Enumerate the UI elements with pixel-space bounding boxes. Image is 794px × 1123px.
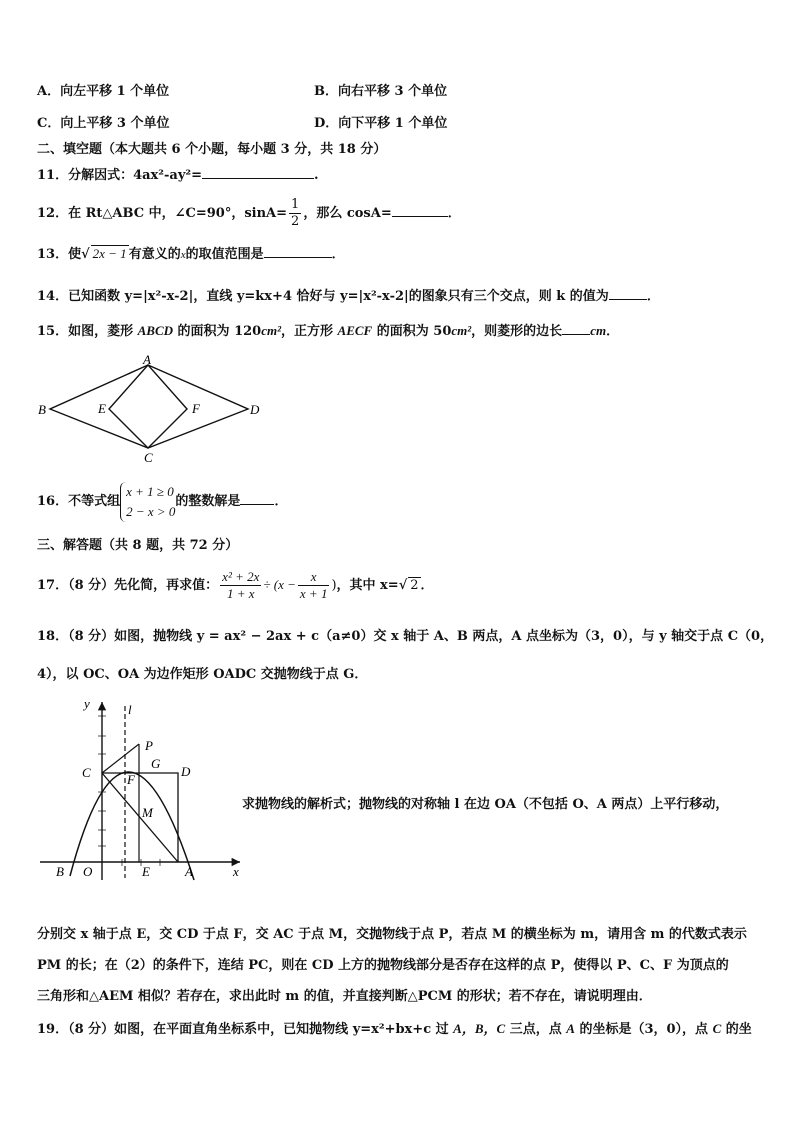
q17-f2-denominator: x + 1	[299, 586, 328, 601]
q14-blank	[609, 287, 647, 300]
q19-points: A，B，C	[453, 1021, 506, 1036]
q12-numerator: 1	[291, 197, 300, 212]
q16-pre: 16．不等式组	[37, 494, 121, 509]
q17-radicand: 2	[410, 578, 419, 593]
q19-post: 的坐标是（3，0），点	[574, 1022, 713, 1037]
q12-pre: 12．在 Rt△ABC 中，∠C=90°，sinA=	[37, 206, 288, 221]
q15-text-4: 的面积为 50	[372, 324, 452, 339]
q19-mid: 三点，点	[505, 1022, 567, 1037]
q17-post: ，其中 x=	[336, 578, 399, 593]
question-12	[37, 196, 461, 232]
q13-post: 的取值范围是	[185, 247, 264, 262]
q19-point-c: C	[712, 1021, 722, 1036]
q18-line-3: 分别交 x 轴于点 E，交 CD 于点 F，交 AC 于点 M，交抛物线于点 P，若点 M 的横坐标为 m，请用含 m 的代数式表示	[37, 927, 747, 942]
q15-text-3: ，正方形	[281, 324, 338, 339]
label-y: y	[84, 696, 90, 711]
q15-aecf: AECF	[337, 323, 373, 338]
q12-denominator: 2	[291, 214, 300, 229]
label-b: B	[56, 864, 64, 879]
q18-line-2: 4），以 OC、OA 为边作矩形 OADC 交抛物线于点 G．	[37, 667, 368, 682]
q13-end: ．	[331, 247, 345, 262]
section3-heading: 三、解答题（共 8 题，共 72 分）	[37, 538, 239, 553]
q12-blank	[392, 204, 448, 217]
label-a: A	[143, 352, 151, 367]
label-m: M	[142, 805, 153, 820]
q18-line-4: PM 的长；在（2）的条件下，连结 PC，则在 CD 上方的抛物线部分是否存在这样的点 P，使得以 P、C、F 为顶点的	[37, 958, 729, 973]
q16-blank	[240, 492, 274, 505]
q16-end: ．	[274, 494, 288, 509]
q17-close: )	[331, 578, 337, 593]
label-c: C	[82, 765, 91, 780]
option-b: B．向右平移 3 个单位	[314, 84, 448, 99]
q12-post: ，那么 cosA=	[303, 206, 392, 221]
q19-end: 的坐	[721, 1022, 752, 1037]
q15-text-1: 15．如图，菱形	[37, 324, 138, 339]
question-14	[37, 287, 660, 306]
q13-radicand: 2x − 1	[92, 246, 127, 261]
q12-end: ．	[447, 206, 461, 221]
q17-f1-numerator: x² + 2x	[222, 569, 260, 584]
q15-text-5: ，则菱形的边长	[471, 324, 563, 339]
section2-heading: 二、填空题（本大题共 6 个小题，每小题 3 分，共 18 分）	[37, 142, 387, 157]
q19-point-a: A	[566, 1021, 575, 1036]
q16-ineq-1: x + 1 ≥ 0	[126, 483, 174, 499]
label-f: F	[192, 401, 200, 416]
line-ac	[102, 773, 178, 862]
q15-text-2: 的面积为 120	[173, 324, 262, 339]
label-b: B	[38, 402, 46, 417]
question-11	[37, 166, 319, 185]
question-15	[37, 322, 619, 341]
q18-side-text: 求抛物线的解析式；抛物线的对称轴 l 在边 OA（不包括 O、A 两点）上平行移动，	[242, 797, 729, 812]
label-c: C	[144, 450, 153, 464]
q15-blank	[562, 322, 590, 335]
q17-end: ．	[420, 578, 434, 593]
q11-blank	[202, 166, 314, 179]
label-a: A	[185, 864, 193, 879]
label-d: D	[181, 764, 191, 779]
question-16	[37, 481, 287, 523]
q16-post: 的整数解是	[175, 494, 241, 509]
q15-unit-2: cm²	[451, 323, 472, 338]
q19-pre: 19．（8 分）如图，在平面直角坐标系中，已知抛物线 y=x²+bx+c 过	[37, 1022, 454, 1037]
q15-end: ．	[606, 324, 620, 339]
option-c: C．向上平移 3 个单位	[37, 116, 170, 131]
q14-text: 14．已知函数 y=|x²-x-2|，直线 y=kx+4 恰好与 y=|x²-x-2|的图象只有三个交点，则 k 的值为	[37, 289, 609, 304]
question-13: 13．使√ 2x − 1 有意义的x的取值范围是 ．	[37, 246, 345, 262]
q16-system	[120, 482, 175, 522]
parabola-figure	[36, 696, 246, 886]
q11-text: 11．分解因式：4ax²-ay²=	[37, 168, 202, 183]
q17-fraction-1	[220, 569, 261, 602]
label-d: D	[250, 402, 260, 417]
q11-end: .	[313, 168, 319, 183]
option-a: A．向左平移 1 个单位	[37, 84, 170, 99]
label-e: E	[98, 401, 106, 416]
label-e: E	[142, 864, 150, 879]
question-19	[37, 1020, 752, 1039]
q16-ineq-2: 2 − x > 0	[126, 503, 176, 519]
option-d: D．向下平移 1 个单位	[314, 116, 448, 131]
rhombus-abcd	[50, 365, 248, 448]
label-g: G	[151, 756, 161, 771]
q12-fraction	[289, 197, 301, 230]
label-p: P	[145, 738, 153, 753]
label-x: x	[233, 864, 239, 879]
q17-f2-numerator: x	[298, 569, 330, 586]
q18-line-5: 三角形和△AEM 相似？若存在，求出此时 m 的值，并直接判断△PCM 的形状；若不存在，请说明理由．	[37, 989, 652, 1004]
q13-var: x	[180, 249, 186, 261]
label-f: F	[127, 772, 135, 787]
q17-fraction-2	[298, 569, 330, 602]
q13-pre: 13．使	[37, 247, 82, 262]
q17-divide: ÷ (x −	[263, 577, 296, 592]
q13-blank	[264, 245, 332, 258]
q14-end: ．	[646, 289, 660, 304]
line-pc	[102, 744, 139, 773]
q17-pre: 17．（8 分）先化简，再求值：	[37, 578, 219, 593]
q15-unit-3: cm	[590, 323, 607, 338]
q15-unit-1: cm²	[261, 323, 282, 338]
q17-f1-denominator: 1 + x	[227, 586, 255, 601]
q18-line-1: 18．（8 分）如图，抛物线 y = ax² − 2ax + c（a≠0）交 x 轴于 A、B 两点，A 点坐标为（3，0），与 y 轴交于点 C（0，	[37, 629, 774, 644]
question-17: 17．（8 分）先化简，再求值： $\frac{\text{x² + 2x}}{1 + x}$ ÷ (x − $\frac{x}{x + 1}$ )，其中 x=√ 2 ．	[37, 569, 434, 601]
q15-abcd: ABCD	[137, 323, 174, 338]
rhombus-figure	[36, 352, 260, 464]
label-l: l	[128, 702, 132, 717]
q13-mid: 有意义的	[128, 247, 181, 262]
label-o: O	[83, 864, 93, 879]
